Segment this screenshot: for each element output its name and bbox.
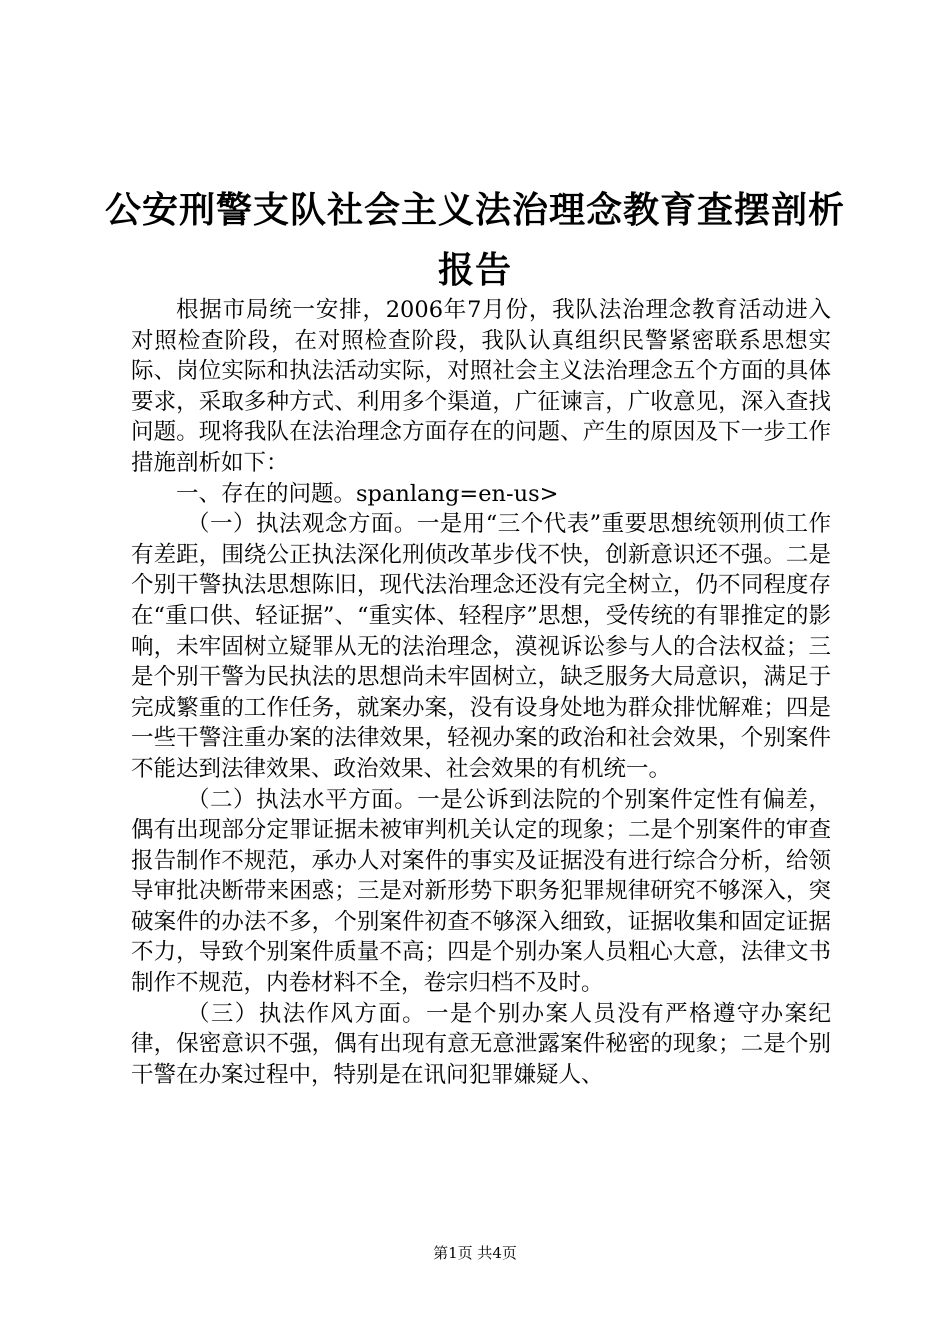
page-footer: 第1页 共4页 <box>433 1244 517 1262</box>
document-title: 公安刑警支队社会主义法治理念教育查摆剖析 <box>104 189 845 231</box>
section-heading: 一、存在的问题。spanlang=en-us> <box>176 480 559 507</box>
subsection-paragraph: （三）执法作风方面。一是个别办案人员没有严格遵守办案纪律，保密意识不强，偶有出现有意无意泄露案件秘密的现象；二是个别干警在办案过程中，特别是在讯问犯罪嫌疑人、 <box>131 1000 831 1088</box>
document-title-continued: 报告 <box>437 249 512 291</box>
subsection-paragraph: （一）执法观念方面。一是用“三个代表”重要思想统领刑侦工作有差距，围绕公正执法深化刑侦改革步伐不快，创新意识还不强。二是个别干警执法思想陈旧，现代法治理念还没有完全树立，仍不同程度存在“重口供、轻证据”、“重实体、轻程序”思想，受传统的有罪推定的影响，未牢固树立疑罪从无的法治理念，漠视诉讼参与人的合法权益；三是个别干警为民执法的思想尚未牢固树立，缺乏服务大局意识，满足于完成繁重的工作任务，就案办案，没有设身处地为群众排忧解难；四是一些干警注重办案的法律效果，轻视办案的政治和社会效果，个别案件不能达到法律效果、政治效果、社会效果的有机统一。 <box>131 511 831 782</box>
document-body <box>131 295 831 1090</box>
intro-paragraph: 根据市局统一安排，2006年7月份，我队法治理念教育活动进入对照检查阶段，在对照检查阶段，我队认真组织民警紧密联系思想实际、岗位实际和执法活动实际，对照社会主义法治理念五个方面的具体要求，采取多种方式、利用多个渠道，广征谏言，广收意见，深入查找问题。现将我队在法治理念方面存在的问题、产生的原因及下一步工作措施剖析如下： <box>131 297 831 476</box>
subsection-paragraph: （二）执法水平方面。一是公诉到法院的个别案件定性有偏差，偶有出现部分定罪证据未被审判机关认定的现象；二是个别案件的审查报告制作不规范，承办人对案件的事实及证据没有进行综合分析，给领导审批决断带来困惑；三是对新形势下职务犯罪规律研究不够深入，突破案件的办法不多，个别案件初查不够深入细致，证据收集和固定证据不力，导致个别案件质量不高；四是个别办案人员粗心大意，法律文书制作不规范，内卷材料不全，卷宗归档不及时。 <box>131 786 831 997</box>
